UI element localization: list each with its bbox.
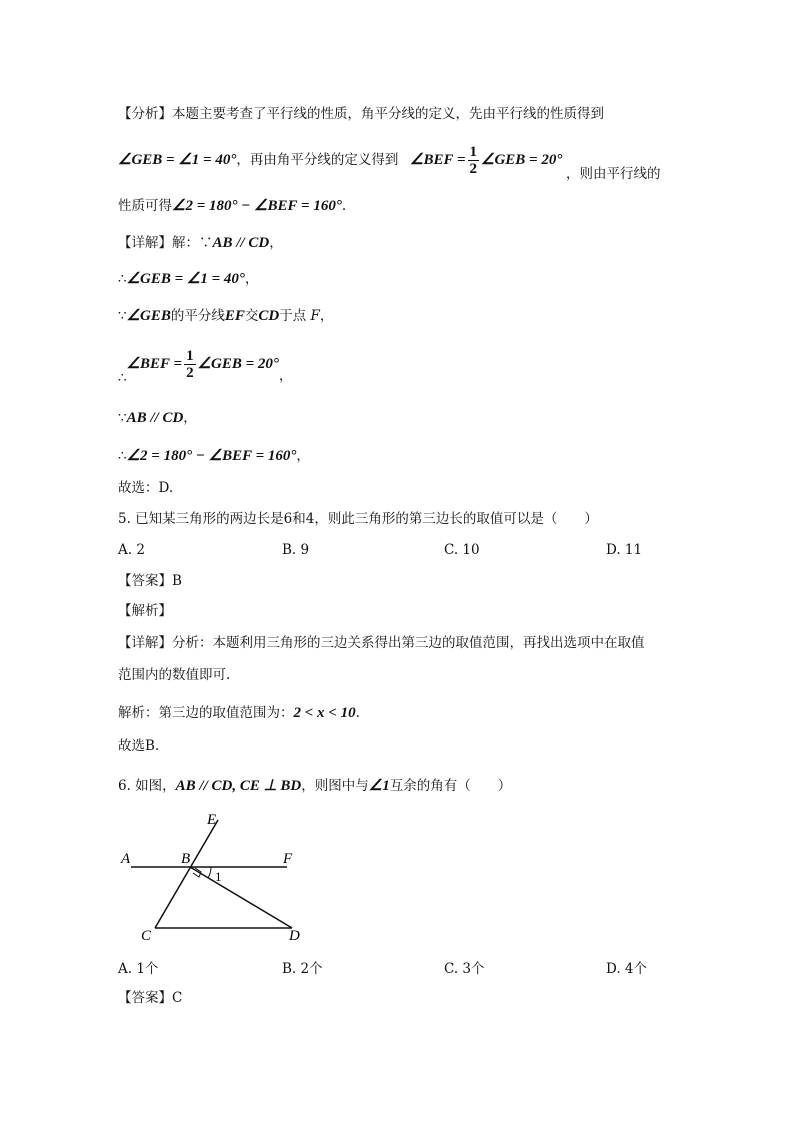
line-ce: [155, 820, 218, 928]
detail-s6-math: ∠2 = 180° − ∠BEF = 160°: [126, 448, 297, 464]
q6-option-d: D. 4个: [606, 961, 648, 977]
label-a: A: [121, 851, 131, 867]
detail-line-5: [118, 408, 197, 428]
detail-s4-right: ∠GEB = 20°: [197, 356, 279, 372]
label-1: 1: [215, 869, 222, 884]
fraction-half: [468, 144, 480, 177]
analysis-line3-prefix: 性质可得: [118, 198, 172, 214]
geometry-figure: [115, 808, 315, 948]
detail-s3-text3: 于点: [279, 308, 311, 324]
analysis-line-1: [118, 104, 604, 124]
therefore-symbol: ∴: [118, 271, 127, 287]
detail-s1-prefix: 解：∵: [172, 235, 213, 251]
analysis-text: 本题主要考查了平行线的性质，角平分线的定义，先由平行线的性质得到: [172, 106, 604, 122]
q6-stem: [118, 776, 511, 796]
q6-stem-prefix: 6. 如图，: [118, 778, 176, 794]
fraction-numerator: 1: [469, 144, 477, 160]
detail-s3-angle: ∠GEB: [126, 308, 171, 324]
q6-option-b: B. 2个: [282, 961, 323, 977]
detail-s5-math: AB // CD: [126, 410, 184, 426]
analysis-line-2: [118, 140, 398, 180]
label-c: C: [141, 928, 152, 944]
detail-s4-suffix: ，: [278, 368, 293, 384]
q5-answer: 【答案】B: [118, 573, 182, 589]
label-b: B: [181, 851, 191, 867]
equation-geb: ∠GEB = ∠1 = 40°: [118, 152, 237, 168]
analysis-bef-equation: [410, 140, 562, 180]
detail-s4-denominator: 2: [186, 365, 194, 381]
q6-stem-angle: ∠1: [368, 778, 390, 794]
analysis-line-3: [118, 196, 346, 216]
q6-option-a: A. 1个: [118, 961, 159, 977]
detail-s5-suffix: ，: [183, 410, 197, 426]
detail-s2-suffix: ，: [244, 271, 259, 287]
q5-option-d: D. 11: [606, 542, 643, 558]
fraction-denominator: 2: [469, 161, 477, 177]
q6-stem-middle: ，则图中与: [301, 778, 369, 794]
detail-line-3: [118, 306, 333, 326]
q5-option-b: B. 9: [282, 542, 310, 558]
detail-s4-left: ∠BEF =: [126, 356, 183, 372]
detail-s1-suffix: ，: [269, 235, 283, 251]
analysis-line3-suffix: .: [341, 198, 347, 214]
label-d: D: [289, 928, 300, 944]
q5-detail-line-2: 范围内的数值即可.: [118, 667, 231, 683]
equation-angle2: ∠2 = 180° − ∠BEF = 160°: [172, 198, 342, 214]
q5-parse-label: 【解析】: [118, 603, 172, 619]
detail-line-1: [118, 233, 283, 253]
q5-choose: 故选B.: [118, 738, 160, 754]
detail-line-2: [118, 269, 258, 289]
analysis-then: ，再由角平分线的定义得到: [236, 152, 399, 168]
label-f: F: [283, 851, 293, 867]
detail-choose: 故选：D.: [118, 480, 174, 496]
detail-s3-text1: 的平分线: [170, 308, 225, 324]
q6-stem-suffix: 互余的角有（ ）: [389, 778, 512, 794]
label-e: E: [207, 812, 217, 828]
analysis-then2: ，则由平行线的: [566, 166, 661, 182]
q5-detail-line-1: 【详解】分析：本题利用三角形的三边关系得出第三边的取值范围，再找出选项中在取值: [118, 635, 645, 651]
because-symbol: ∵: [118, 308, 127, 324]
detail-s3-text2: 交: [244, 308, 259, 324]
detail-s3-point: F: [310, 308, 320, 324]
detail-s3-cd: CD: [258, 308, 280, 324]
detail-label: 【详解】: [118, 235, 172, 251]
q6-option-c: C. 3个: [444, 961, 485, 977]
q5-solve-math: 2 < x < 10: [293, 705, 356, 721]
detail-line-4: [118, 344, 292, 384]
q5-option-a: A. 2: [118, 542, 145, 558]
detail-s4-fraction: [184, 348, 196, 381]
line-bd: [190, 867, 292, 928]
q6-answer: 【答案】C: [118, 990, 183, 1006]
equation-bef-left: ∠BEF =: [410, 152, 466, 168]
angle-1-arc: [208, 867, 211, 878]
q6-stem-math: AB // CD, CE ⊥ BD: [175, 778, 302, 794]
detail-s3-suffix: ，: [319, 308, 334, 324]
detail-s2-math: ∠GEB = ∠1 = 40°: [126, 271, 245, 287]
therefore-symbol-2: ∴: [118, 370, 127, 386]
equation-bef-right: ∠GEB = 20°: [481, 152, 563, 168]
detail-s3-ef: EF: [224, 308, 245, 324]
detail-s4-numerator: 1: [186, 348, 194, 364]
therefore-symbol-3: ∴: [118, 448, 127, 464]
analysis-label: 【分析】: [118, 106, 172, 122]
q5-solve: [118, 703, 360, 723]
detail-s6-suffix: ，: [296, 448, 310, 464]
detail-s1-math: AB // CD: [212, 235, 270, 251]
q5-stem: 5. 已知某三角形的两边长是6和4，则此三角形的第三边长的取值可以是（ ）: [118, 511, 598, 527]
q5-solve-prefix: 解析：第三边的取值范围为：: [118, 705, 294, 721]
q5-option-c: C. 10: [444, 542, 480, 558]
because-symbol-2: ∵: [118, 410, 127, 426]
detail-line-6: [118, 446, 310, 466]
q5-solve-suffix: .: [355, 705, 360, 721]
